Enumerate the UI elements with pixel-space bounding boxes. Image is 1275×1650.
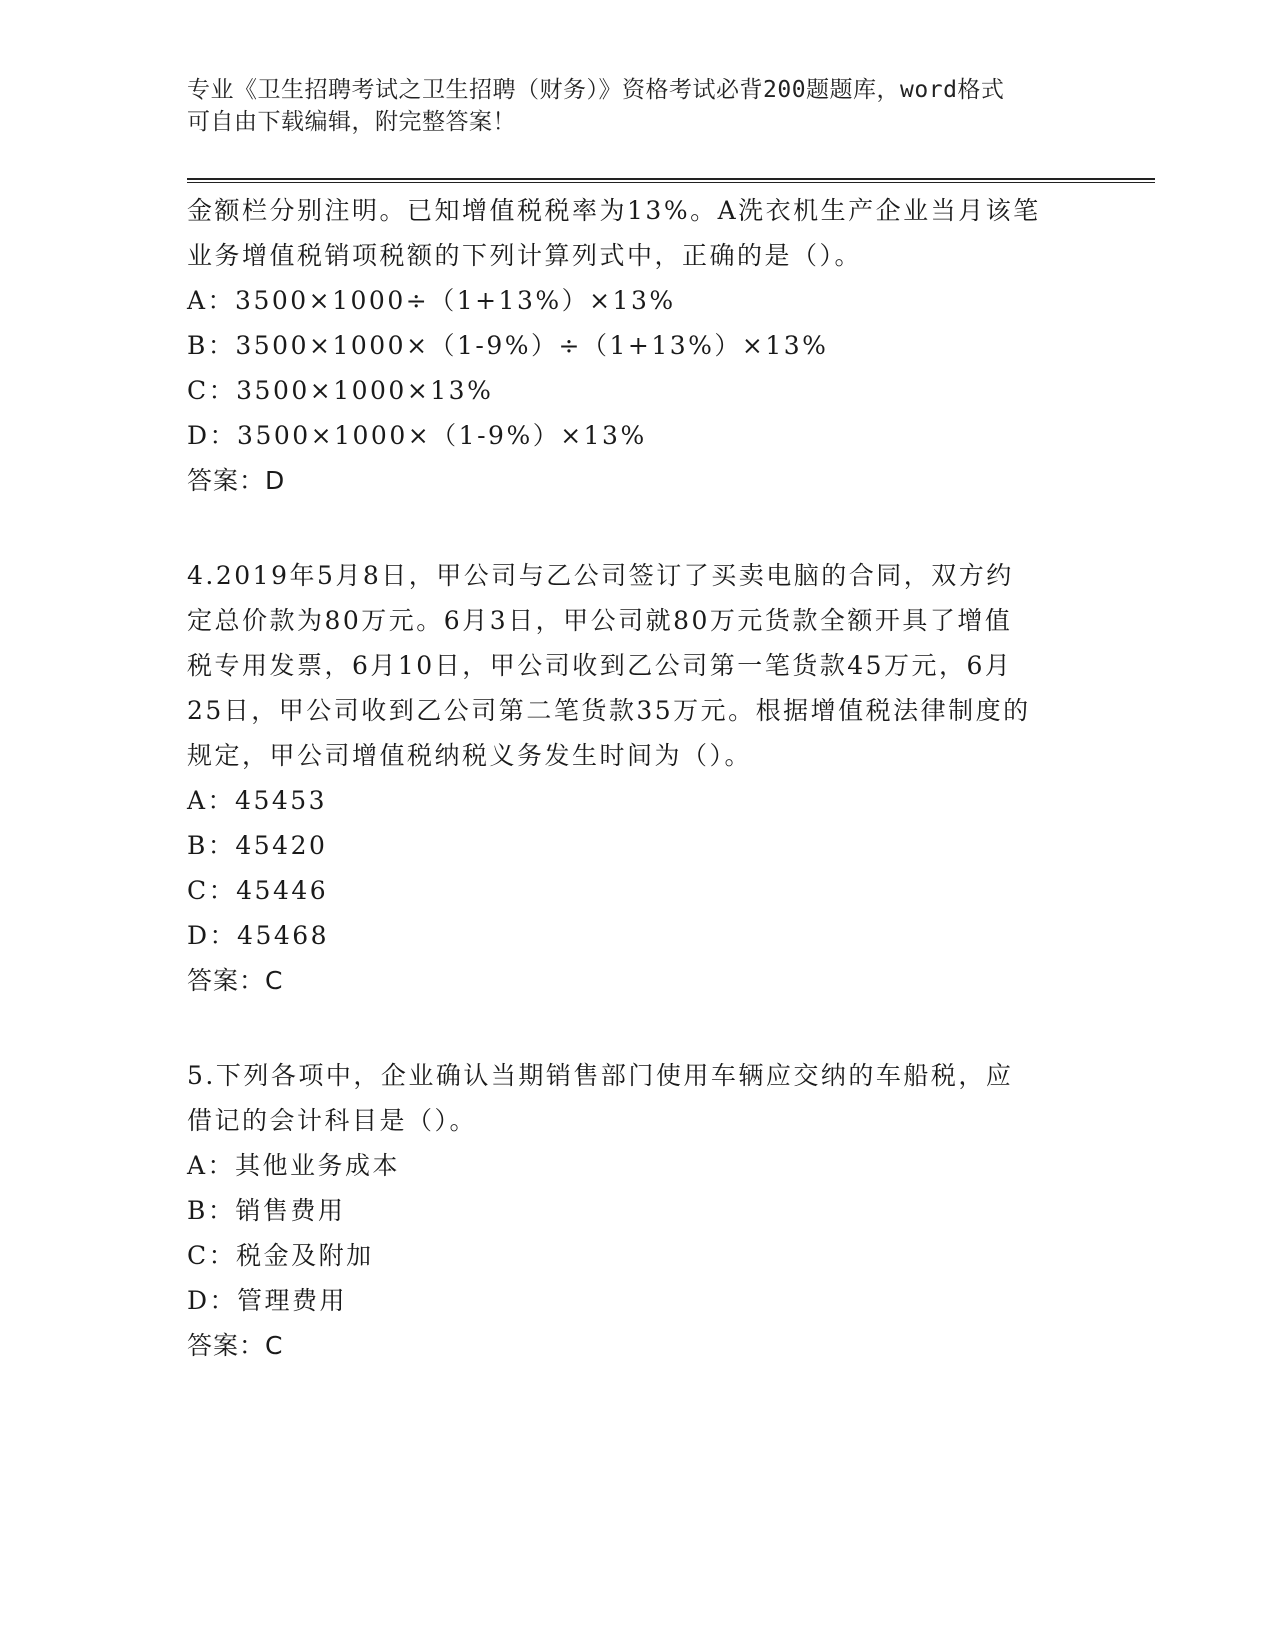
question-stem [187,1053,1087,1143]
question-4 [187,553,1087,1003]
stem-line: 业务增值税销项税额的下列计算列式中，正确的是（）。 [187,241,863,270]
stem-line: 税专用发票，6月10日，甲公司收到乙公司第一笔货款45万元，6月 [187,651,1013,680]
option-c: C：45446 [187,876,329,905]
question-5 [187,1053,1087,1368]
option-d: D：3500×1000×（1-9%）×13% [187,421,647,450]
option-d: D：45468 [187,921,330,950]
header-divider-thick [187,178,1155,180]
question-3 [187,188,1087,503]
answer: 答案：C [187,1331,284,1360]
header-divider-thin [187,182,1155,183]
stem-line: 25日，甲公司收到乙公司第二笔货款35万元。根据增值税法律制度的 [187,696,1031,725]
option-b: B：3500×1000×（1-9%）÷（1+13%）×13% [187,331,829,360]
header-title-line-1: 专业《卫生招聘考试之卫生招聘（财务）》资格考试必背200题题库，word格式 [187,77,1005,103]
answer: 答案：C [187,966,284,995]
answer: 答案：D [187,466,286,495]
spacer [187,503,1087,553]
option-d: D：管理费用 [187,1286,348,1315]
stem-line: 5.下列各项中，企业确认当期销售部门使用车辆应交纳的车船税，应 [187,1061,1014,1090]
document-header [187,74,1067,138]
spacer [187,1003,1087,1053]
stem-line: 定总价款为80万元。6月3日，甲公司就80万元货款全额开具了增值 [187,606,1013,635]
stem-line: 规定，甲公司增值税纳税义务发生时间为（）。 [187,741,753,770]
document-body [187,188,1087,1368]
stem-line: 金额栏分别注明。已知增值税税率为13%。A洗衣机生产企业当月该笔 [187,196,1041,225]
option-c: C：3500×1000×13% [187,376,494,405]
option-a: A：其他业务成本 [187,1151,401,1180]
option-a: A：3500×1000÷（1+13%）×13% [187,286,676,315]
header-title-line-2: 可自由下载编辑，附完整答案！ [187,109,516,135]
option-a: A：45453 [187,786,328,815]
option-b: B：45420 [187,831,328,860]
question-stem [187,553,1087,778]
stem-line: 4.2019年5月8日，甲公司与乙公司签订了买卖电脑的合同，双方约 [187,561,1014,590]
option-c: C：税金及附加 [187,1241,374,1270]
option-b: B：销售费用 [187,1196,346,1225]
question-stem [187,188,1087,278]
stem-line: 借记的会计科目是（）。 [187,1106,478,1135]
